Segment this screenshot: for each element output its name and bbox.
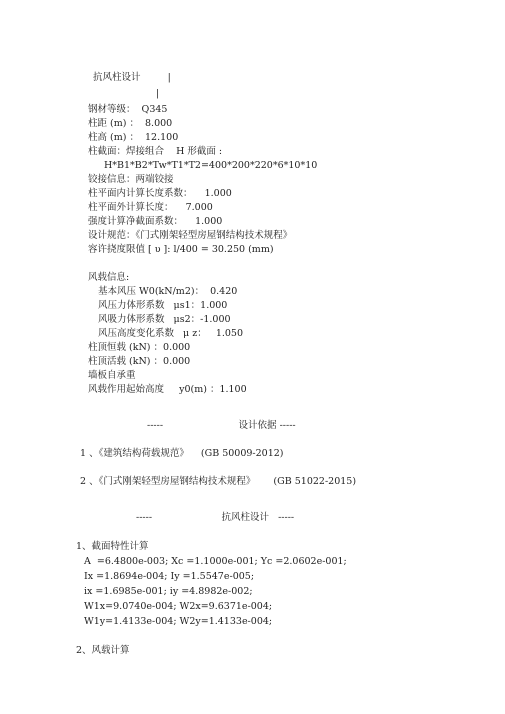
out-of-plane-length: 柱平面外计算长度： 7.000 (88, 202, 213, 213)
deflection-limit: 容许挠度限值 [ υ ]: l/400 = 30.250 (mm) (88, 244, 274, 255)
basic-wind-pressure: 基本风压 W0(kN/m2)： 0.420 (98, 286, 238, 297)
wind-pressure-shape-factor: 风压力体形系数 μs1：1.000 (98, 300, 228, 311)
section-title: 抗风柱设计 | (93, 72, 171, 83)
column-section: 柱截面：焊接组合 H 形截面 : (88, 146, 223, 157)
moment-of-inertia-line: Ix =1.8694e-004; Iy =1.5547e-005; (84, 571, 255, 582)
hinge-info: 铰接信息：两端铰接 (88, 174, 174, 185)
wind-calculation-heading: 2、风载计算 (76, 645, 130, 656)
reference-steel-code: 2 、《门式刚架轻型房屋钢结构技术规程》 (GB 51022-2015) (80, 476, 357, 487)
section-modulus-x-line: W1x=9.0740e-004; W2x=9.6371e-004; (84, 601, 273, 612)
column-top-live-load: 柱顶活载 (kN) ：0.000 (88, 356, 191, 367)
column-height: 柱高 (m) ： 12.100 (88, 132, 179, 143)
radius-of-gyration-line: ix =1.6985e-001; iy =4.8982e-002; (84, 586, 253, 597)
section-properties-heading: 1、截面特性计算 (76, 541, 149, 552)
column-spacing: 柱距 (m) ： 8.000 (88, 118, 173, 129)
wind-height-factor: 风压高度变化系数 μ z： 1.050 (98, 328, 244, 339)
separator-bar: | (156, 88, 160, 99)
design-basis-heading: ----- 设计依据 ----- (147, 420, 296, 431)
area-centroid-line: A =6.4800e-003; Xc =1.1000e-001; Yc =2.0602e-001; (84, 556, 347, 567)
steel-grade: 钢材等级： Q345 (88, 104, 168, 115)
design-code: 设计规范：《门式刚架轻型房屋钢结构技术规程》 (88, 230, 293, 241)
wall-self-bearing: 墙板自承重 (88, 370, 136, 381)
column-top-dead-load: 柱顶恒载 (kN) ：0.000 (88, 342, 191, 353)
section-dimensions: H*B1*B2*Tw*T1*T2=400*200*220*6*10*10 (104, 160, 318, 171)
design-heading: ----- 抗风柱设计 ----- (136, 512, 295, 523)
wind-heading: 风载信息: (88, 272, 130, 283)
net-section-factor: 强度计算净截面系数： 1.000 (88, 216, 223, 227)
reference-load-code: 1 、《建筑结构荷载规范》 (GB 50009-2012) (80, 448, 284, 459)
wind-suction-shape-factor: 风吸力体形系数 μs2：-1.000 (98, 314, 231, 325)
wind-start-height: 风载作用起始高度 y0(m) ：1.100 (88, 384, 247, 395)
in-plane-length-factor: 柱平面内计算长度系数： 1.000 (88, 188, 232, 199)
section-modulus-y-line: W1y=1.4133e-004; W2y=1.4133e-004; (84, 616, 273, 627)
